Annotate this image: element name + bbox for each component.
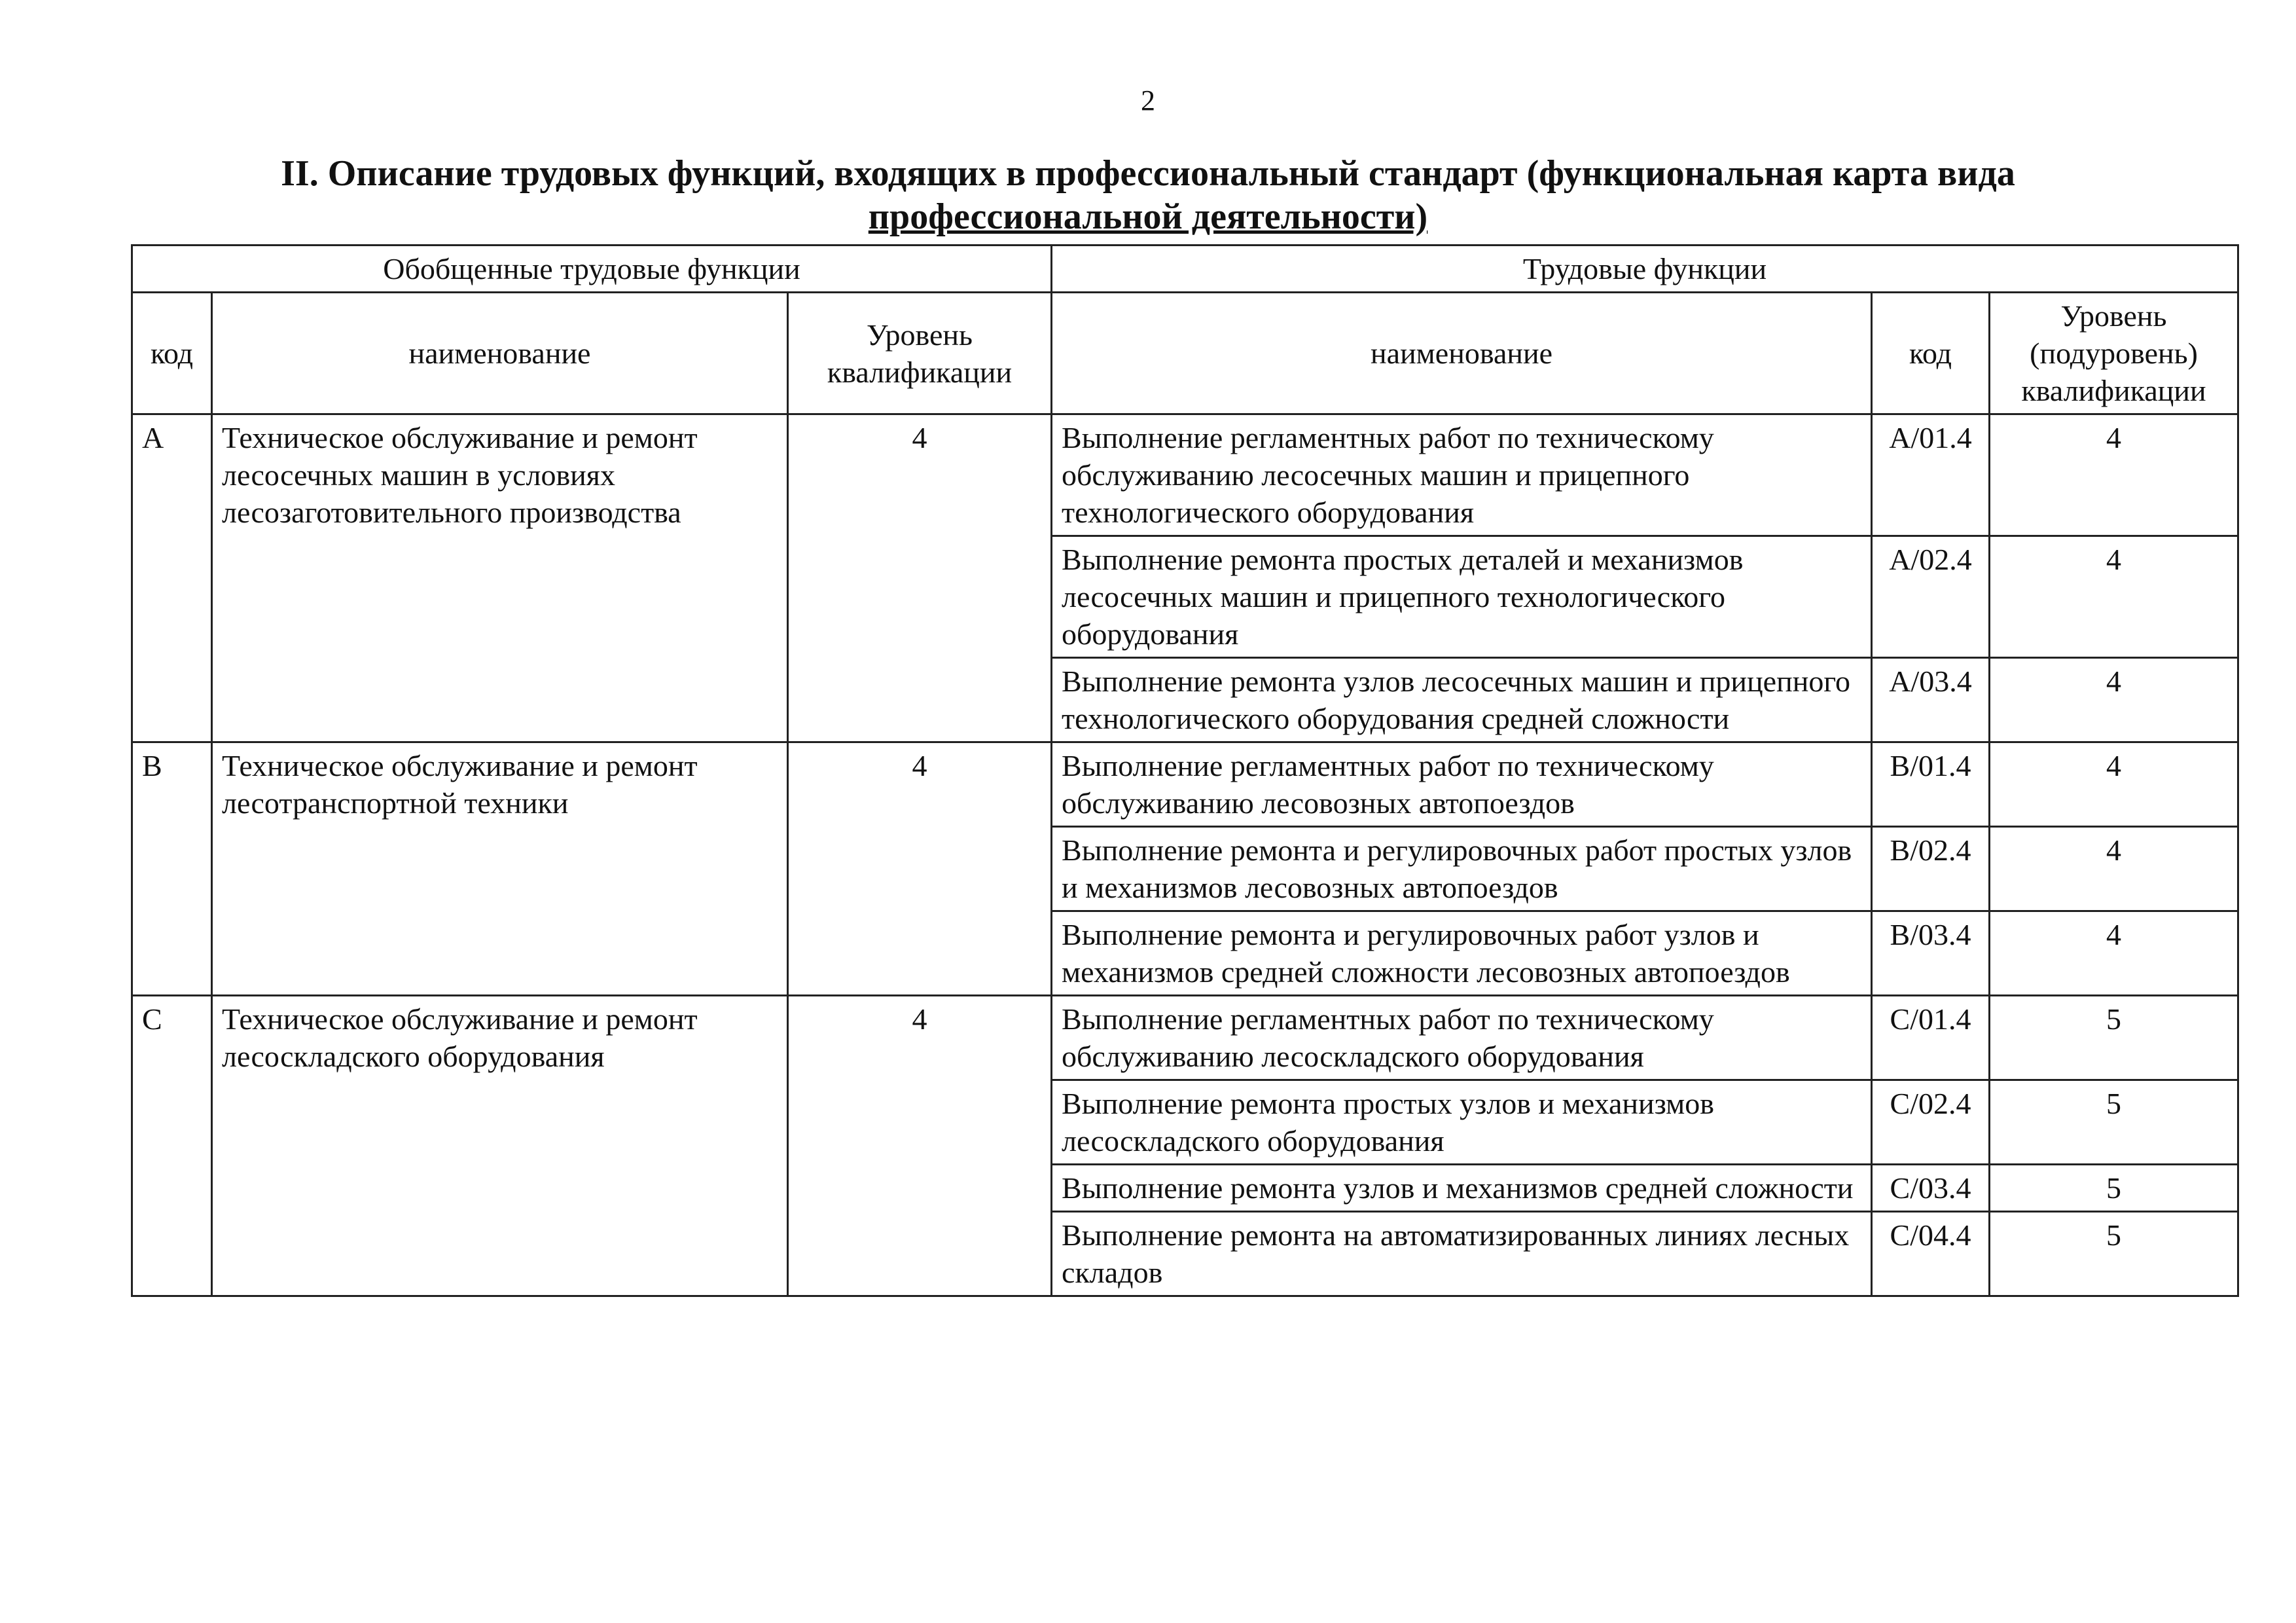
tf-code: C/03.4: [1872, 1165, 1990, 1212]
tf-level: 4: [1990, 742, 2238, 827]
tf-level: 4: [1990, 536, 2238, 658]
tf-name: Выполнение регламентных работ по техническому обслуживанию лесовозных автопоездов: [1052, 742, 1872, 827]
header-generalized-functions: Обобщенные трудовые функции: [132, 246, 1052, 293]
tf-code: B/02.4: [1872, 827, 1990, 911]
tf-name: Выполнение ремонта простых узлов и механизмов лесоскладского оборудования: [1052, 1080, 1872, 1165]
group-header-row: [132, 246, 2238, 293]
page-title-line-1: II. Описание трудовых функций, входящих в профессиональный стандарт (функциональная карта вида: [281, 153, 2015, 194]
tf-code: B/03.4: [1872, 911, 1990, 996]
tf-code: C/01.4: [1872, 996, 1990, 1080]
column-header-row: [132, 293, 2238, 414]
tf-level: 4: [1990, 414, 2238, 536]
tf-name: Выполнение ремонта узлов и механизмов средней сложности: [1052, 1165, 1872, 1212]
header-gf-level: Уровень квалификации: [788, 293, 1052, 414]
gf-level: 4: [788, 742, 1052, 996]
tf-name: Выполнение ремонта и регулировочных работ простых узлов и механизмов лесовозных автопоездов: [1052, 827, 1872, 911]
tf-level: 4: [1990, 658, 2238, 742]
tf-name: Выполнение ремонта и регулировочных работ узлов и механизмов средней сложности лесовозных автопоездов: [1052, 911, 1872, 996]
gf-level: 4: [788, 414, 1052, 742]
tf-name: Выполнение регламентных работ по техническому обслуживанию лесоскладского оборудования: [1052, 996, 1872, 1080]
tf-level: 5: [1990, 1080, 2238, 1165]
header-gf-code: код: [132, 293, 212, 414]
gf-level: 4: [788, 996, 1052, 1296]
table-row: [132, 996, 2238, 1080]
tf-level: 5: [1990, 1212, 2238, 1296]
tf-level: 4: [1990, 827, 2238, 911]
tf-level: 4: [1990, 911, 2238, 996]
tf-code: C/04.4: [1872, 1212, 1990, 1296]
tf-code: A/03.4: [1872, 658, 1990, 742]
page-title: [196, 152, 2100, 238]
page-title-line-2: профессиональной деятельности): [868, 196, 1428, 237]
tf-name: Выполнение регламентных работ по техническому обслуживанию лесосечных машин и прицепного технологического оборудования: [1052, 414, 1872, 536]
table-row: [132, 414, 2238, 536]
tf-name: Выполнение ремонта на автоматизированных линиях лесных складов: [1052, 1212, 1872, 1296]
gf-code: B: [132, 742, 212, 996]
gf-name: Техническое обслуживание и ремонт лесоскладского оборудования: [212, 996, 788, 1296]
gf-name: Техническое обслуживание и ремонт лесотранспортной техники: [212, 742, 788, 996]
header-tf-level: Уровень (подуровень) квалификации: [1990, 293, 2238, 414]
tf-code: B/01.4: [1872, 742, 1990, 827]
tf-name: Выполнение ремонта простых деталей и механизмов лесосечных машин и прицепного технологического оборудования: [1052, 536, 1872, 658]
gf-name: Техническое обслуживание и ремонт лесосечных машин в условиях лесозаготовительного производства: [212, 414, 788, 742]
page-number: 2: [1141, 84, 1155, 117]
table-row: [132, 742, 2238, 827]
header-labor-functions: Трудовые функции: [1052, 246, 2238, 293]
tf-level: 5: [1990, 996, 2238, 1080]
tf-code: C/02.4: [1872, 1080, 1990, 1165]
tf-level: 5: [1990, 1165, 2238, 1212]
gf-code: C: [132, 996, 212, 1296]
tf-name: Выполнение ремонта узлов лесосечных машин и прицепного технологического оборудования средней сложности: [1052, 658, 1872, 742]
functional-map-table: [131, 244, 2239, 1297]
gf-code: A: [132, 414, 212, 742]
header-gf-name: наименование: [212, 293, 788, 414]
tf-code: A/01.4: [1872, 414, 1990, 536]
header-tf-name: наименование: [1052, 293, 1872, 414]
tf-code: A/02.4: [1872, 536, 1990, 658]
header-tf-code: код: [1872, 293, 1990, 414]
